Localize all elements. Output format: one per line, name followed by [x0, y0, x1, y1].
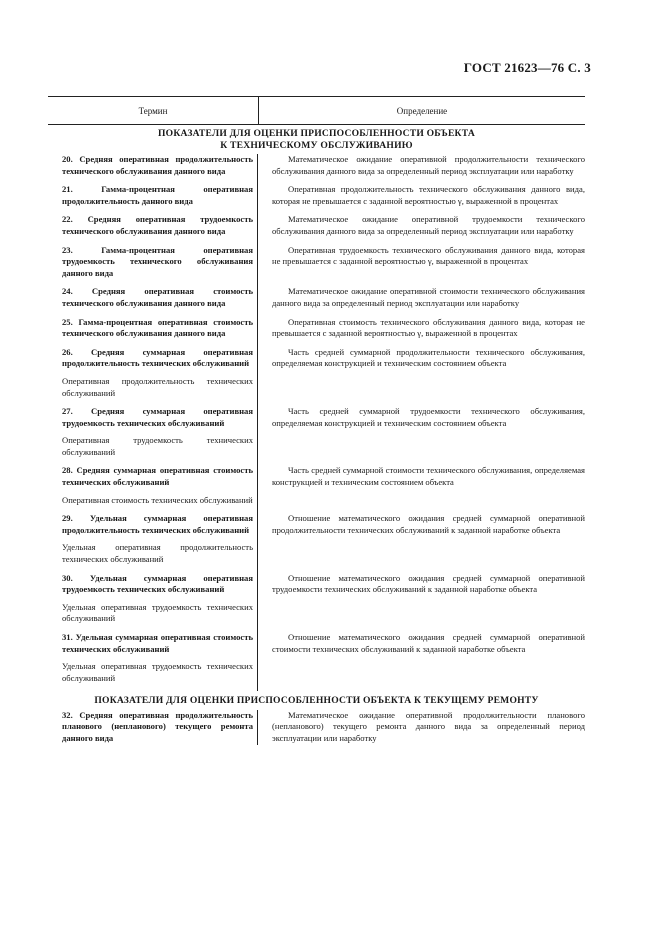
row-gap	[48, 684, 585, 691]
terms-table	[48, 96, 585, 745]
term-cell	[48, 286, 258, 309]
gap-term	[48, 238, 258, 245]
table-body	[48, 154, 585, 691]
synonym-text: Удельная оперативная трудоемкость технических обслуживаний	[62, 661, 253, 683]
synonym-text: Оперативная трудоемкость технических обслуживаний	[62, 435, 253, 457]
term-text: 32. Средняя оперативная продолжительность планового (непланового) текущего ремонта данного вида	[62, 709, 253, 744]
term-text: 27. Средняя суммарная оперативная трудоемкость технических обслуживаний	[62, 406, 253, 428]
gap-term	[48, 340, 258, 347]
definition-cell	[258, 710, 585, 745]
section-title-repair	[48, 691, 585, 710]
definition-text: Часть средней суммарной стоимости технического обслуживания, определяемая конструкцией и техническим состоянием объекта	[272, 465, 585, 488]
table-row	[48, 347, 585, 399]
gap-def	[258, 399, 585, 406]
term-text: 31. Удельная суммарная оперативная стоимость технических обслуживаний	[62, 632, 253, 654]
term-text: 23. Гамма-процентная оперативная трудоемкость технического обслуживания данного вида	[62, 244, 253, 278]
definition-cell	[258, 184, 585, 207]
term-cell	[48, 214, 258, 237]
table-row	[48, 317, 585, 340]
table-row	[48, 154, 585, 177]
gap-term	[48, 566, 258, 573]
definition-cell	[258, 214, 585, 237]
gap-term	[48, 684, 258, 691]
term-cell	[48, 710, 258, 745]
term-cell	[48, 406, 258, 458]
table-row	[48, 214, 585, 237]
gap-term	[48, 458, 258, 465]
definition-text: Математическое ожидание оперативной продолжительности технического обслуживания данного вида за определенный период эксплуатации или наработку	[272, 154, 585, 176]
term-cell	[48, 317, 258, 340]
table-row	[48, 245, 585, 280]
term-text: 25. Гамма-процентная оперативная стоимость технического обслуживания данного вида	[62, 316, 253, 339]
table-row	[48, 184, 585, 207]
definition-cell	[258, 347, 585, 399]
gap-def	[258, 684, 585, 691]
section-title-line: ПОКАЗАТЕЛИ ДЛЯ ОЦЕНКИ ПРИСПОСОБЛЕННОСТИ ОБЪЕКТА К ТЕКУЩЕМУ РЕМОНТУ	[94, 695, 539, 707]
definition-text: Часть средней суммарной трудоемкости технического обслуживания, определяемая конструкцией и техническим состоянием объекта	[272, 406, 585, 428]
gap-def	[258, 279, 585, 286]
definition-text: Математическое ожидание оперативной стоимости технического обслуживания данного вида за определенный период эксплуатации или наработку	[272, 286, 585, 308]
row-gap	[48, 506, 585, 513]
definition-text: Оперативная стоимость технического обслуживания данного вида, которая не превышается с заданной вероятностью γ, выраженной в процентах	[272, 316, 585, 339]
row-gap	[48, 279, 585, 286]
row-gap	[48, 458, 585, 465]
gap-term	[48, 177, 258, 184]
row-gap	[48, 310, 585, 317]
gap-def	[258, 238, 585, 245]
gap-def	[258, 458, 585, 465]
gap-term	[48, 625, 258, 632]
term-text: 22. Средняя оперативная трудоемкость технического обслуживания данного вида	[62, 214, 253, 236]
definition-text: Часть средней суммарной продолжительности технического обслуживания, определяемая конструкцией и техническим состоянием объекта	[272, 346, 585, 369]
section-title-maintenance	[48, 125, 585, 154]
term-cell	[48, 573, 258, 625]
gap-term	[48, 207, 258, 214]
synonym-text: Удельная оперативная трудоемкость технических обслуживаний	[62, 601, 253, 624]
term-cell	[48, 245, 258, 280]
gap-term	[48, 506, 258, 513]
term-cell	[48, 154, 258, 177]
table-row	[48, 513, 585, 565]
gap-def	[258, 506, 585, 513]
definition-cell	[258, 632, 585, 684]
term-text: 30. Удельная суммарная оперативная трудоемкость технических обслуживаний	[62, 572, 253, 595]
gap-def	[258, 310, 585, 317]
gap-def	[258, 207, 585, 214]
definition-cell	[258, 573, 585, 625]
gap-def	[258, 340, 585, 347]
definition-text: Математическое ожидание оперативной трудоемкости технического обслуживания данного вида за определенный период эксплуатации или наработку	[272, 214, 585, 236]
row-gap	[48, 340, 585, 347]
term-text: 28. Средняя суммарная оперативная стоимость технических обслуживаний	[62, 465, 253, 488]
gap-def	[258, 177, 585, 184]
page-header: ГОСТ 21623—76 С. 3	[463, 60, 591, 75]
table-row	[48, 286, 585, 309]
definition-text: Отношение математического ожидания средней суммарной оперативной продолжительности технических обслуживаний к заданной наработке объекта	[272, 513, 585, 535]
definition-cell	[258, 513, 585, 565]
section-title-line: ПОКАЗАТЕЛИ ДЛЯ ОЦЕНКИ ПРИСПОСОБЛЕННОСТИ ОБЪЕКТА	[158, 128, 475, 139]
gap-def	[258, 625, 585, 632]
row-gap	[48, 566, 585, 573]
row-gap	[48, 177, 585, 184]
column-header-term: Термин	[48, 97, 259, 124]
definition-text: Оперативная продолжительность технического обслуживания данного вида, которая не превышается с заданной вероятностью γ, выраженной в процентах	[272, 184, 585, 206]
definition-text: Отношение математического ожидания средней суммарной оперативной трудоемкости технических обслуживаний к заданной наработке объекта	[272, 572, 585, 595]
gap-term	[48, 279, 258, 286]
gap-term	[48, 310, 258, 317]
row-gap	[48, 625, 585, 632]
term-cell	[48, 513, 258, 565]
definition-text: Математическое ожидание оперативной продолжительности планового (непланового) текущего ремонта данного вида за определенный период эксплуатации или наработку	[272, 709, 585, 744]
term-text: 29. Удельная суммарная оперативная продолжительность технических обслуживаний	[62, 513, 253, 535]
gap-def	[258, 566, 585, 573]
section-title-line: К ТЕХНИЧЕСКОМУ ОБСЛУЖИВАНИЮ	[220, 139, 413, 151]
term-cell	[48, 465, 258, 506]
definition-cell	[258, 245, 585, 280]
definition-cell	[258, 317, 585, 340]
definition-cell	[258, 465, 585, 506]
term-text: 26. Средняя суммарная оперативная продолжительность технических обслуживаний	[62, 346, 253, 369]
definition-cell	[258, 286, 585, 309]
definition-cell	[258, 406, 585, 458]
term-cell	[48, 632, 258, 684]
row-gap	[48, 238, 585, 245]
table-row	[48, 406, 585, 458]
row-gap	[48, 207, 585, 214]
table-header	[48, 96, 585, 125]
synonym-text: Оперативная продолжительность технических обслуживаний	[62, 375, 253, 398]
row-gap	[48, 399, 585, 406]
term-text: 24. Средняя оперативная стоимость технического обслуживания данного вида	[62, 286, 253, 308]
synonym-text: Удельная оперативная продолжительность технических обслуживаний	[62, 542, 253, 565]
term-text: 20. Средняя оперативная продолжительность технического обслуживания данного вида	[62, 154, 253, 176]
synonym-text: Оперативная стоимость технических обслуживаний	[62, 494, 253, 505]
definition-text: Оперативная трудоемкость технического обслуживания данного вида, которая не превышается с заданной вероятностью γ, выраженной в процентах	[272, 244, 585, 267]
gap-term	[48, 399, 258, 406]
table-row	[48, 710, 585, 745]
table-row	[48, 632, 585, 684]
table-row	[48, 573, 585, 625]
term-cell	[48, 347, 258, 399]
definition-text: Отношение математического ожидания средней суммарной оперативной стоимости технических обслуживаний к заданной наработке объекта	[272, 632, 585, 654]
definition-cell	[258, 154, 585, 177]
term-text: 21. Гамма-процентная оперативная продолжительность данного вида	[62, 184, 253, 206]
term-cell	[48, 184, 258, 207]
table-row	[48, 465, 585, 506]
column-header-definition: Определение	[396, 105, 448, 116]
